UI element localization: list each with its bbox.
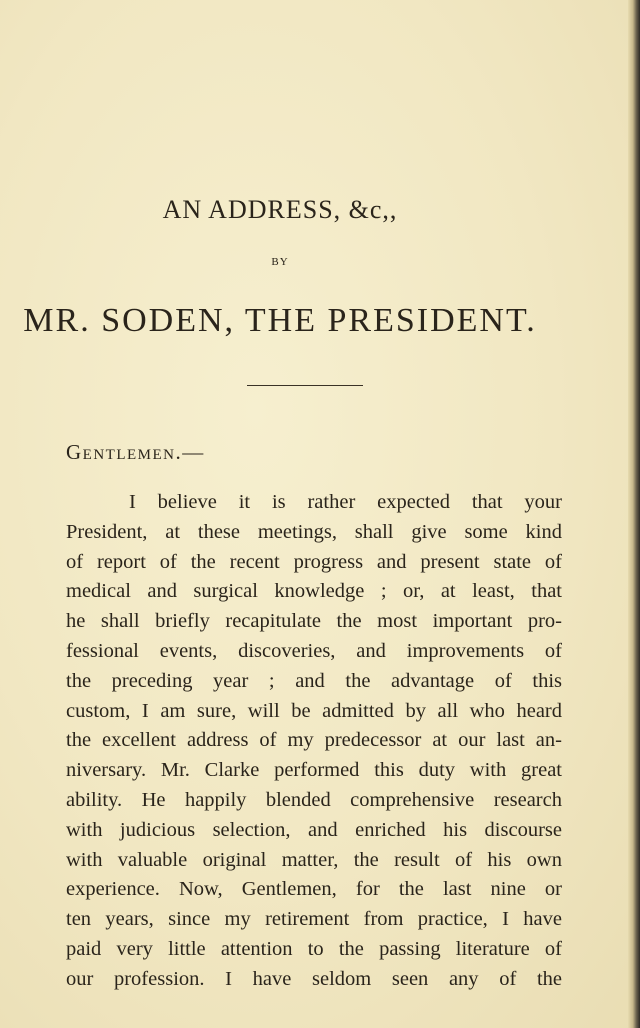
text-line: niversary. Mr. Clarke performed this duty with great xyxy=(66,759,562,782)
page-binding-edge xyxy=(628,0,640,1028)
text-line: ability. He happily blended comprehensive research xyxy=(66,788,562,811)
salutation: Gentlemen.— xyxy=(66,440,205,464)
author-heading: MR. SODEN, THE PRESIDENT. xyxy=(23,302,537,339)
text-line: with valuable original matter, the result of his own xyxy=(66,848,562,871)
text-line: our profession. I have seldom seen any of the xyxy=(66,967,562,990)
by-line: BY xyxy=(271,256,289,268)
address-title: AN ADDRESS, &c,, xyxy=(162,195,398,224)
text-line: paid very little attention to the passing literature of xyxy=(66,937,562,960)
text-line: fessional events, discoveries, and improvements of xyxy=(66,639,562,662)
text-line: he shall briefly recapitulate the most important pro- xyxy=(66,610,562,633)
text-line: custom, I am sure, will be admitted by all who heard xyxy=(66,699,562,722)
text-line: of report of the recent progress and present state of xyxy=(66,550,562,573)
text-line: with judicious selection, and enriched his discourse xyxy=(66,818,562,841)
text-line: I believe it is rather expected that your xyxy=(129,491,562,513)
text-line: experience. Now, Gentlemen, for the last nine or xyxy=(66,878,562,901)
body-text xyxy=(66,488,562,995)
text-line: the excellent address of my predecessor at our last an- xyxy=(66,729,562,752)
text-line: ten years, since my retirement from practice, I have xyxy=(66,908,562,931)
divider-rule xyxy=(247,385,363,386)
text-line: medical and surgical knowledge ; or, at least, that xyxy=(66,580,562,603)
text-line: the preceding year ; and the advantage of this xyxy=(66,669,562,692)
text-line: President, at these meetings, shall give some kind xyxy=(66,520,562,543)
